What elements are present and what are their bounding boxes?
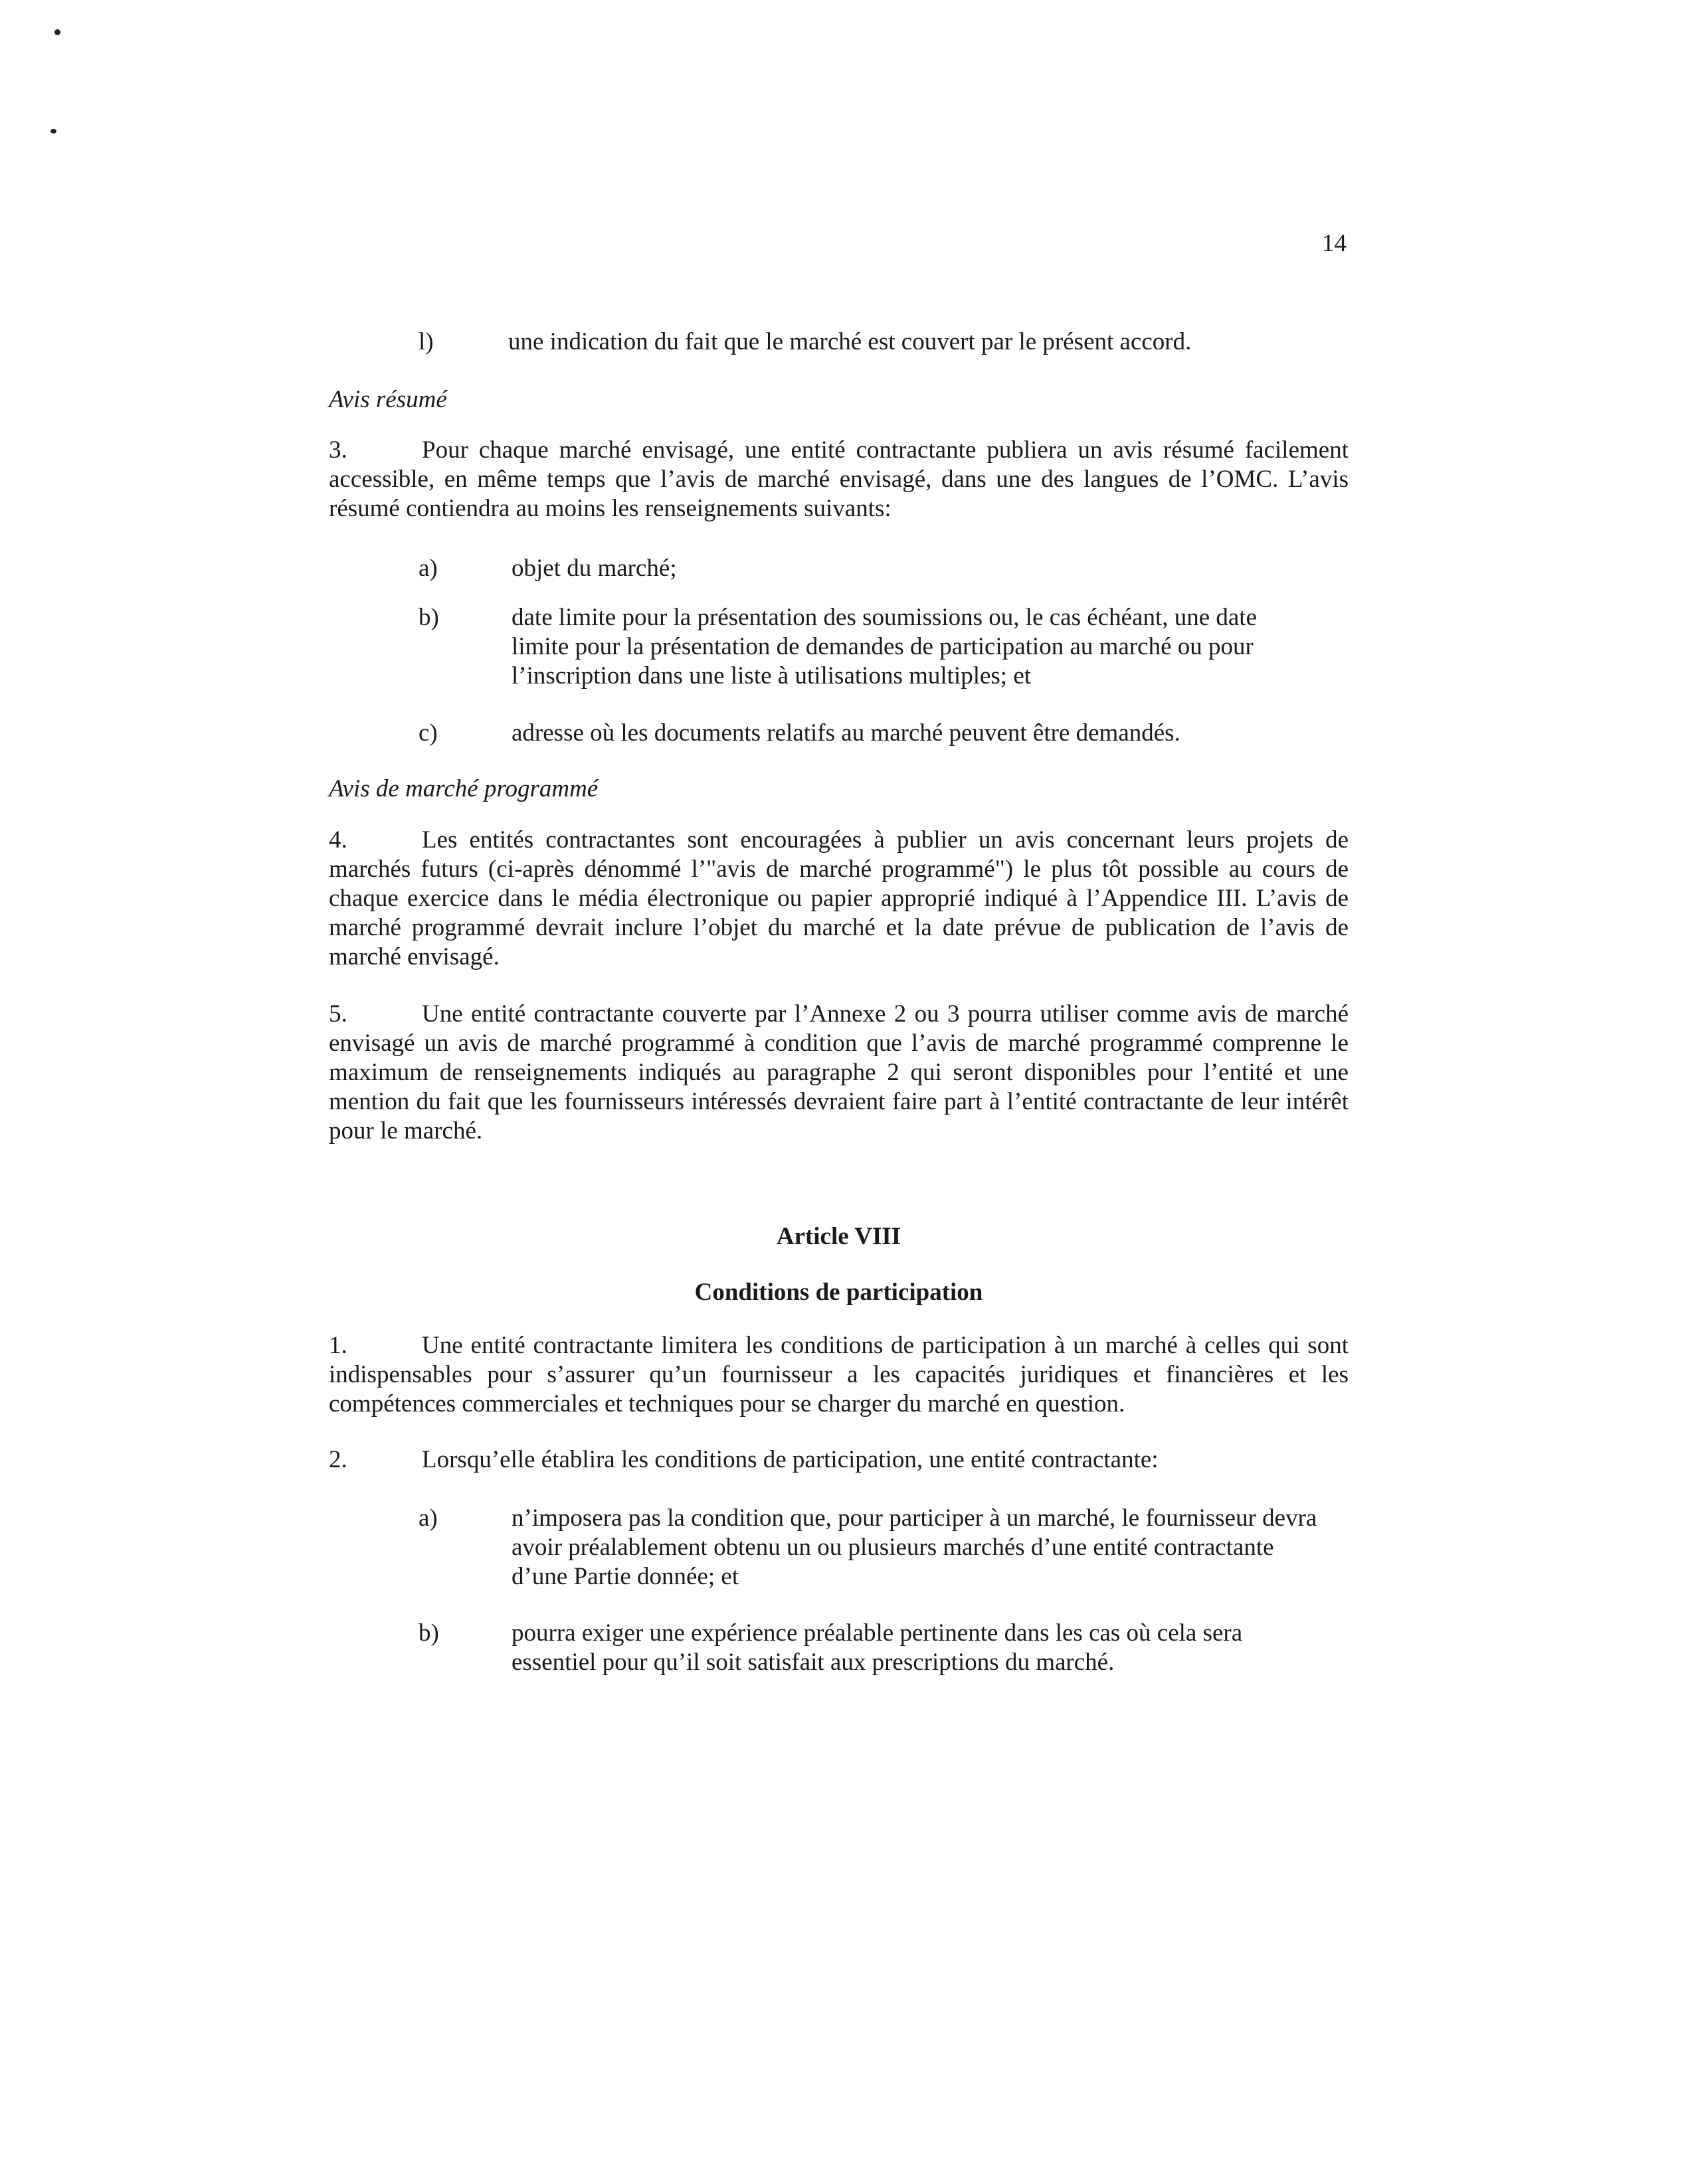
paragraph-number: 4.	[329, 826, 347, 854]
paragraph-text: Une entité contractante limitera les conditions de participation à un marché à celles qui sont indispensables pour s’assurer qu’un fournisseur a les capacités juridiques et financières et les compétences commerciales et techniques pour se charger du marché en question.	[329, 1332, 1349, 1417]
list-text: une indication du fait que le marché est couvert par le présent accord.	[508, 328, 1192, 355]
paragraph-number: 5.	[329, 1000, 347, 1028]
list-text: objet du marché;	[512, 555, 677, 582]
paragraph-3	[329, 436, 1349, 523]
paragraph-art-1	[329, 1331, 1349, 1419]
section-heading-avis-programme: Avis de marché programmé	[329, 775, 599, 802]
list-text: adresse où les documents relatifs au marché peuvent être demandés.	[512, 719, 1180, 747]
paragraph-4	[329, 826, 1349, 972]
list-text: n’imposera pas la condition que, pour participer à un marché, le fournisseur devra avoir préalablement obtenu un ou plusieurs marchés d’une entité contractante d’une Partie donnée; et	[512, 1504, 1317, 1590]
list-marker: l)	[419, 328, 434, 355]
paragraph-text: Les entités contractantes sont encouragées à publier un avis concernant leurs projets de marchés futurs (ci-après dénommé l’"avis de marché programmé") le plus tôt possible au cours de chaque exercice dans le média électronique ou papier approprié indiqué à l’Appendice III. L’avis de marché programmé devrait inclure l’objet du marché et la date prévue de publication de l’avis de marché envisagé.	[329, 826, 1349, 970]
paragraph-number: 3.	[329, 436, 347, 464]
scan-speck	[54, 29, 60, 35]
paragraph-number: 2.	[329, 1446, 347, 1473]
section-heading-avis-resume: Avis résumé	[329, 386, 447, 413]
paragraph-5	[329, 1000, 1349, 1146]
article-title: Article VIII	[776, 1223, 901, 1250]
list-marker: b)	[419, 604, 439, 631]
paragraph-text: Pour chaque marché envisagé, une entité contractante publiera un avis résumé facilement accessible, en même temps que l’avis de marché envisagé, dans une des langues de l’OMC. L’avis résumé contiendra au moins les renseignements suivants:	[329, 436, 1349, 522]
list-marker: a)	[419, 1504, 438, 1532]
list-marker: c)	[419, 719, 438, 747]
paragraph-text: Lorsqu’elle établira les conditions de participation, une entité contractante:	[422, 1446, 1159, 1473]
scan-speck	[50, 129, 56, 134]
list-marker: a)	[419, 555, 438, 582]
list-marker: b)	[419, 1619, 439, 1647]
page-number: 14	[1322, 230, 1347, 257]
paragraph-art-2	[329, 1445, 1349, 1475]
list-text: date limite pour la présentation des soumissions ou, le cas échéant, une date limite pour la présentation de demandes de participation au marché ou pour l’inscription dans une liste à utilisations multiples; et	[512, 604, 1258, 689]
article-subtitle: Conditions de participation	[694, 1279, 983, 1306]
list-text: pourra exiger une expérience préalable pertinente dans les cas où cela sera essentiel pour qu’il soit satisfait aux prescriptions du marché.	[512, 1619, 1243, 1676]
paragraph-number: 1.	[329, 1332, 347, 1359]
paragraph-text: Une entité contractante couverte par l’Annexe 2 ou 3 pourra utiliser comme avis de marché envisagé un avis de marché programmé à condition que l’avis de marché programmé comprenne le maximum de renseignements indiqués au paragraphe 2 qui seront disponibles pour l’entité et une mention du fait que les fournisseurs intéressés devraient faire part à l’entité contractante de leur intérêt pour le marché.	[329, 1000, 1349, 1144]
